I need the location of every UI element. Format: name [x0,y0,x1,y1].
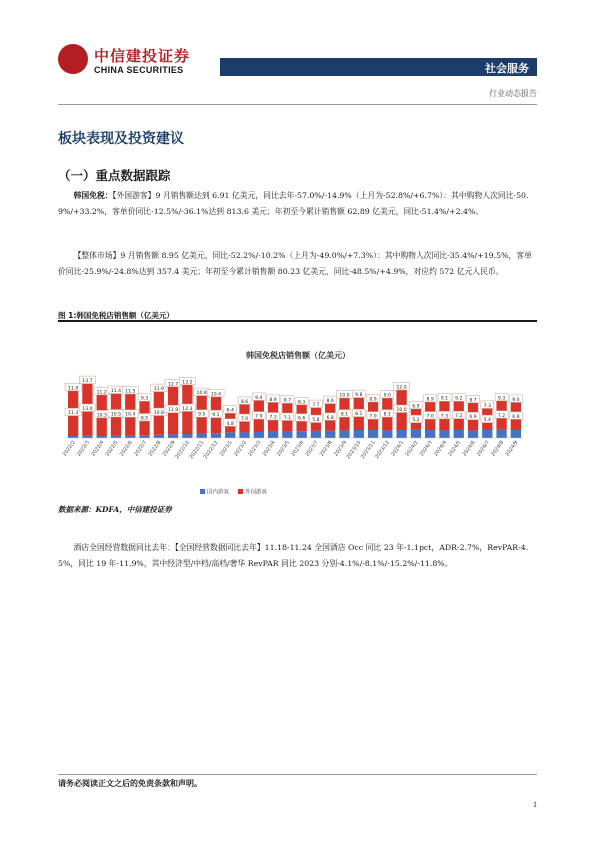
figure-title: 图 1:韩国免税店销售额（亿美元） [58,311,174,320]
x-tick-label: 2022/9 [161,439,177,458]
data-label-total: 8.9 [369,397,377,403]
disclaimer-note: 请务必阅读正文之后的免责条款和声明。 [58,779,202,788]
x-tick-label: 2023/10 [345,439,363,461]
x-tick-label: 2023/6 [290,439,306,458]
sector-label: 社会服务 [485,62,529,75]
data-label-total: 9.0 [512,397,520,403]
data-label-foreign: 5.2 [412,418,420,424]
data-label-total: 10.0 [339,393,350,399]
bar-domestic [382,430,392,438]
legend-swatch [238,489,243,494]
chart-title: 韩国免税店销售额（亿美元） [246,351,350,360]
company-name-en: CHINA SECURITIES [94,65,184,75]
company-logo-icon [58,44,88,74]
bar-domestic [396,430,406,438]
data-label-total: 11.2 [96,390,107,396]
x-tick-label: 2024/9 [504,439,520,458]
bar-domestic [268,432,278,438]
x-tick-label: 2024/1 [390,439,406,458]
x-tick-label: 2022/11 [188,439,206,461]
company-name-cn: 中信建投证券 [94,47,191,65]
data-label-total: 9.1 [440,396,449,402]
data-label-foreign: 6.9 [512,414,520,420]
data-label-total: 9.3 [497,396,506,402]
data-label-total: 8.6 [326,399,334,405]
x-tick-label: 2023/4 [261,439,277,458]
paragraph-hotel: 酒店全国经营数据同比去年：【全国经营数据同比去年】11.18-11.24 全国酒店 Occ 同比 23 年-1.1pct，ADR-2.7%，RevPAR-4.5%，同比 19 年-11.9%，其中经济型/中档/高档/奢华 RevPAR 同比 2023 分别-4.1%/-8.1%/-15.2%/-11.8%。 [58,543,529,568]
data-label-foreign: 5.8 [312,418,320,424]
data-label-foreign: 11.3 [68,411,79,417]
data-label-total: 9.4 [255,395,263,401]
data-label-foreign: 9.5 [198,412,206,418]
x-tick-label: 2023/7 [304,439,320,458]
x-tick-label: 2022/4 [90,439,106,458]
bar-domestic [239,432,249,438]
bar-domestic [325,431,335,438]
data-label-foreign: 8.5 [140,416,149,422]
data-label-foreign: 10.0 [396,408,407,413]
bar-domestic [182,434,192,438]
bar-domestic [354,430,364,438]
x-tick-label: 2024/3 [418,439,434,458]
data-label-foreign: 10.8 [153,411,164,417]
bar-domestic [111,436,121,438]
data-label-foreign: 7.1 [283,415,292,421]
x-tick-label: 2022/12 [202,439,220,461]
bar-domestic [125,436,135,438]
x-tick-label: 2022/7 [133,439,149,458]
x-tick-label: 2022/3 [76,439,92,458]
data-label-foreign: 12.3 [182,406,193,412]
bar-domestic [468,430,478,438]
data-label-foreign: 6.6 [297,416,306,422]
paragraph-text: 【外国游客】9 月销售额达到 6.91 亿美元，同比去年-57.0%/-14.9%（上月为-52.8%/+6.7%）：其中购物人次同比-50.9%/+33.2%，客单价同比-12.5%/-36.1%达到 813.6 美元；年初至今累计销售额 62.89 亿美元，同比-51.4%/+2.4%。 [58,191,529,216]
footer-divider [58,774,537,775]
data-label-foreign: 11.9 [167,408,179,414]
section-title: 板块表现及投资建议 [58,131,184,147]
data-label-total: 13.2 [182,380,193,386]
x-tick-label: 2022/8 [147,439,163,458]
data-label-total: 10.4 [210,392,222,398]
x-tick-label: 2024/2 [404,439,420,458]
data-label-foreign: 7.3 [440,414,449,420]
data-label-total: 13.7 [82,379,93,385]
bar-domestic [368,430,378,438]
bar-domestic [439,430,449,438]
x-tick-label: 2024/5 [447,439,463,458]
legend-swatch [200,489,205,494]
paragraph-lead: 韩国免税： [73,191,113,200]
data-label-total: 11.9 [68,386,79,392]
bar-domestic [82,436,92,438]
x-tick-label: 2023/12 [374,439,391,461]
data-label-foreign: 7.0 [369,414,377,420]
data-label-foreign: 6.9 [469,415,477,421]
data-label-foreign: 7.2 [455,414,463,420]
x-tick-label: 2023/1 [218,439,234,458]
bar-domestic [454,430,464,438]
bar-domestic [139,435,149,438]
bar-domestic [311,431,321,438]
data-label-total: 11.4 [110,389,122,395]
x-tick-label: 2023/5 [275,439,291,458]
x-tick-label: 2022/2 [61,439,77,458]
data-label-foreign: 8.1 [340,412,349,418]
data-label-total: 12.7 [167,382,179,388]
bar-domestic [168,434,178,438]
bar-domestic [211,433,221,438]
figure-rule [58,320,537,322]
data-label-foreign: 9.1 [212,413,220,419]
data-label-foreign: 13.0 [82,407,93,412]
subsection-title: （一）重点数据跟踪 [58,168,171,183]
x-tick-label: 2024/6 [461,439,477,458]
legend-label: 国内游客 [207,489,230,496]
bar-domestic [154,435,164,438]
bar-domestic [411,430,421,438]
bar-domestic [511,430,521,438]
data-label-total: 11.5 [125,389,136,395]
data-label-foreign: 6.8 [326,415,334,421]
x-tick-label: 2022/6 [118,439,134,458]
data-label-total: 8.9 [269,397,277,403]
legend-label: 外国游客 [245,489,268,496]
data-label-foreign: 4.8 [226,421,234,427]
bar-domestic [296,431,306,438]
bar-domestic [282,432,292,438]
data-label-foreign: 5.4 [483,418,491,424]
data-label-total: 7.7 [312,403,320,409]
data-label-foreign: 8.1 [355,412,363,418]
bar-domestic [339,430,349,438]
x-tick-label: 2022/5 [104,439,120,458]
x-tick-label: 2023/3 [247,439,263,458]
data-label-foreign: 10.5 [110,412,122,418]
data-label-total: 8.6 [240,399,249,405]
data-label-foreign: 7.3 [269,415,277,421]
x-tick-label: 2023/9 [333,439,349,458]
x-tick-label: 2024/7 [475,439,491,458]
data-label-foreign: 7.9 [255,414,263,420]
header-band [220,58,537,76]
data-label-total: 12.0 [396,385,407,391]
data-label-total: 9.8 [355,393,363,399]
data-label-total: 9.0 [383,393,391,399]
data-label-foreign: 10.4 [125,412,136,418]
bar-domestic [482,430,492,438]
data-label-foreign: 7.0 [240,417,249,422]
data-label-total: 8.9 [426,397,434,403]
x-tick-label: 2024/4 [433,439,449,458]
x-tick-label: 2023/2 [233,439,249,458]
data-label-total: 8.3 [297,400,306,406]
bar-domestic [425,430,435,438]
bar-domestic [496,430,506,438]
x-tick-label: 2023/11 [359,439,377,461]
data-label-foreign: 8.1 [383,412,391,418]
data-label-total: 8.7 [283,398,292,404]
paragraph-korea-total: 【整体市场】9 月销售额 8.95 亿美元，同比-52.2%/-10.2%（上月为-49.0%/+7.3%）：其中购物人次同比-35.4%/+19.5%，客单价同比-25.9%/-24.8%达到 357.4 美元；年初至今累计销售额 80.23 亿美元，同比-48.5%/+4.9%，对应约 572 亿元人民币。 [58,251,532,276]
data-label-total: 7.3 [483,403,491,409]
paragraph-korea-foreign [58,188,537,220]
data-label-total: 9.2 [455,396,463,402]
figure-source: 数据来源：KDFA，中信建投证券 [58,505,172,514]
header-divider [58,104,537,105]
bar-domestic [225,432,235,438]
data-label-total: 6.9 [412,404,420,410]
x-tick-label: 2024/8 [490,439,506,458]
page-number: 1 [533,800,537,809]
bar-domestic [254,432,264,438]
data-label-foreign: 10.3 [96,413,107,419]
x-tick-label: 2023/8 [318,439,334,458]
bar-domestic [197,434,207,438]
data-label-total: 6.4 [226,408,234,414]
x-tick-label: 2022/10 [174,439,192,461]
data-label-foreign: 7.0 [426,414,434,420]
report-type: 行业动态报告 [489,89,537,98]
data-label-total: 9.3 [140,396,149,402]
data-label-total: 11.9 [153,387,164,393]
chart-container [58,332,537,500]
data-label-total: 8.7 [469,398,477,404]
data-label-total: 10.8 [196,391,207,397]
bar-chart [58,332,537,500]
data-label-foreign: 7.2 [497,413,506,419]
